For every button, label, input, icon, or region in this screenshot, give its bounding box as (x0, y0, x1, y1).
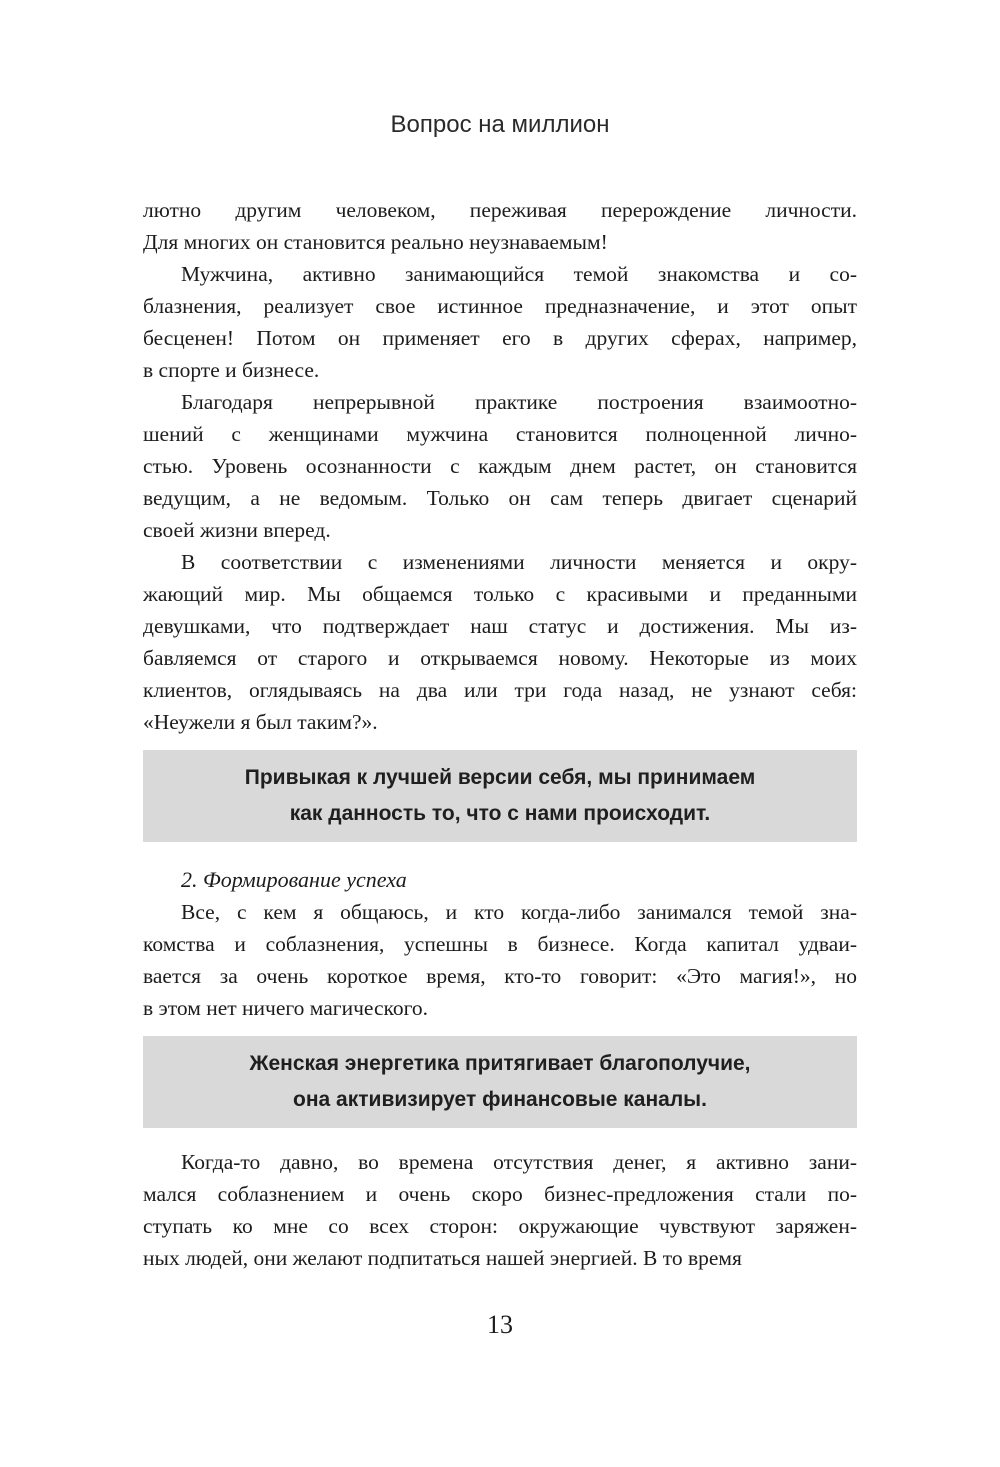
paragraph (143, 896, 857, 1024)
text-line: мался соблазнением и очень скоро бизнес-предложения стали по- (143, 1182, 857, 1206)
text-line: Все, с кем я общаюсь, и кто когда-либо занимался темой зна- (181, 900, 857, 924)
text-line: девушками, что подтверждает наш статус и достижения. Мы из- (143, 614, 857, 638)
paragraph (143, 546, 857, 738)
text-line: в спорте и бизнесе. (143, 358, 320, 382)
section-subheading: 2. Формирование успеха (181, 867, 407, 892)
text-line: стью. Уровень осознанности с каждым днем растет, он становится (143, 454, 857, 478)
callout-line: Женская энергетика притягивает благополучие, (249, 1052, 751, 1075)
text-line: Благодаря непрерывной практике построения взаимоотно- (181, 390, 857, 414)
paragraph (143, 386, 857, 546)
paragraph (143, 258, 857, 386)
text-line: жающий мир. Мы общаемся только с красивыми и преданными (143, 582, 857, 606)
callout-line: она активизирует финансовые каналы. (293, 1088, 707, 1111)
text-line: своей жизни вперед. (143, 518, 331, 542)
text-line: блазнения, реализует свое истинное предназначение, и этот опыт (143, 294, 857, 318)
text-line: Мужчина, активно занимающийся темой знакомства и со- (181, 262, 857, 286)
text-line: шений с женщинами мужчина становится полноценной лично- (143, 422, 857, 446)
text-line: лютно другим человеком, переживая перерождение личности. (143, 198, 857, 222)
callout-quote-1 (143, 750, 857, 842)
callout-line: Привыкая к лучшей версии себя, мы принимаем (244, 766, 756, 789)
paragraph (143, 1146, 857, 1274)
text-line: Для многих он становится реально неузнаваемым! (143, 230, 608, 254)
text-line: ступать ко мне со всех сторон: окружающие чувствуют заряжен- (143, 1214, 857, 1238)
text-line: ных людей, они желают подпитаться нашей энергией. В то время (143, 1246, 742, 1270)
text-line: вается за очень короткое время, кто-то говорит: «Это магия!», но (143, 964, 857, 988)
text-line: Когда-то давно, во времена отсутствия денег, я активно зани- (181, 1150, 857, 1174)
paragraph-continuation (143, 194, 857, 258)
text-line: ведущим, а не ведомым. Только он сам теперь двигает сценарий (143, 486, 857, 510)
text-line: комства и соблазнения, успешны в бизнесе. Когда капитал удваи- (143, 932, 857, 956)
text-line: в этом нет ничего магического. (143, 996, 429, 1020)
text-line: В соответствии с изменениями личности меняется и окру- (181, 550, 857, 574)
page-number: 13 (487, 1310, 513, 1339)
callout-line: как данность то, что с нами происходит. (289, 802, 711, 825)
callout-quote-2 (143, 1036, 857, 1128)
text-column (143, 194, 857, 1274)
text-line: «Неужели я был таким?». (143, 710, 378, 734)
text-line: бесценен! Потом он применяет его в других сферах, например, (143, 326, 857, 350)
text-line: бавляемся от старого и открываемся новому. Некоторые из моих (143, 646, 857, 670)
text-line: клиентов, оглядываясь на два или три года назад, не узнают себя: (143, 678, 857, 702)
running-header: Вопрос на миллион (390, 111, 610, 138)
